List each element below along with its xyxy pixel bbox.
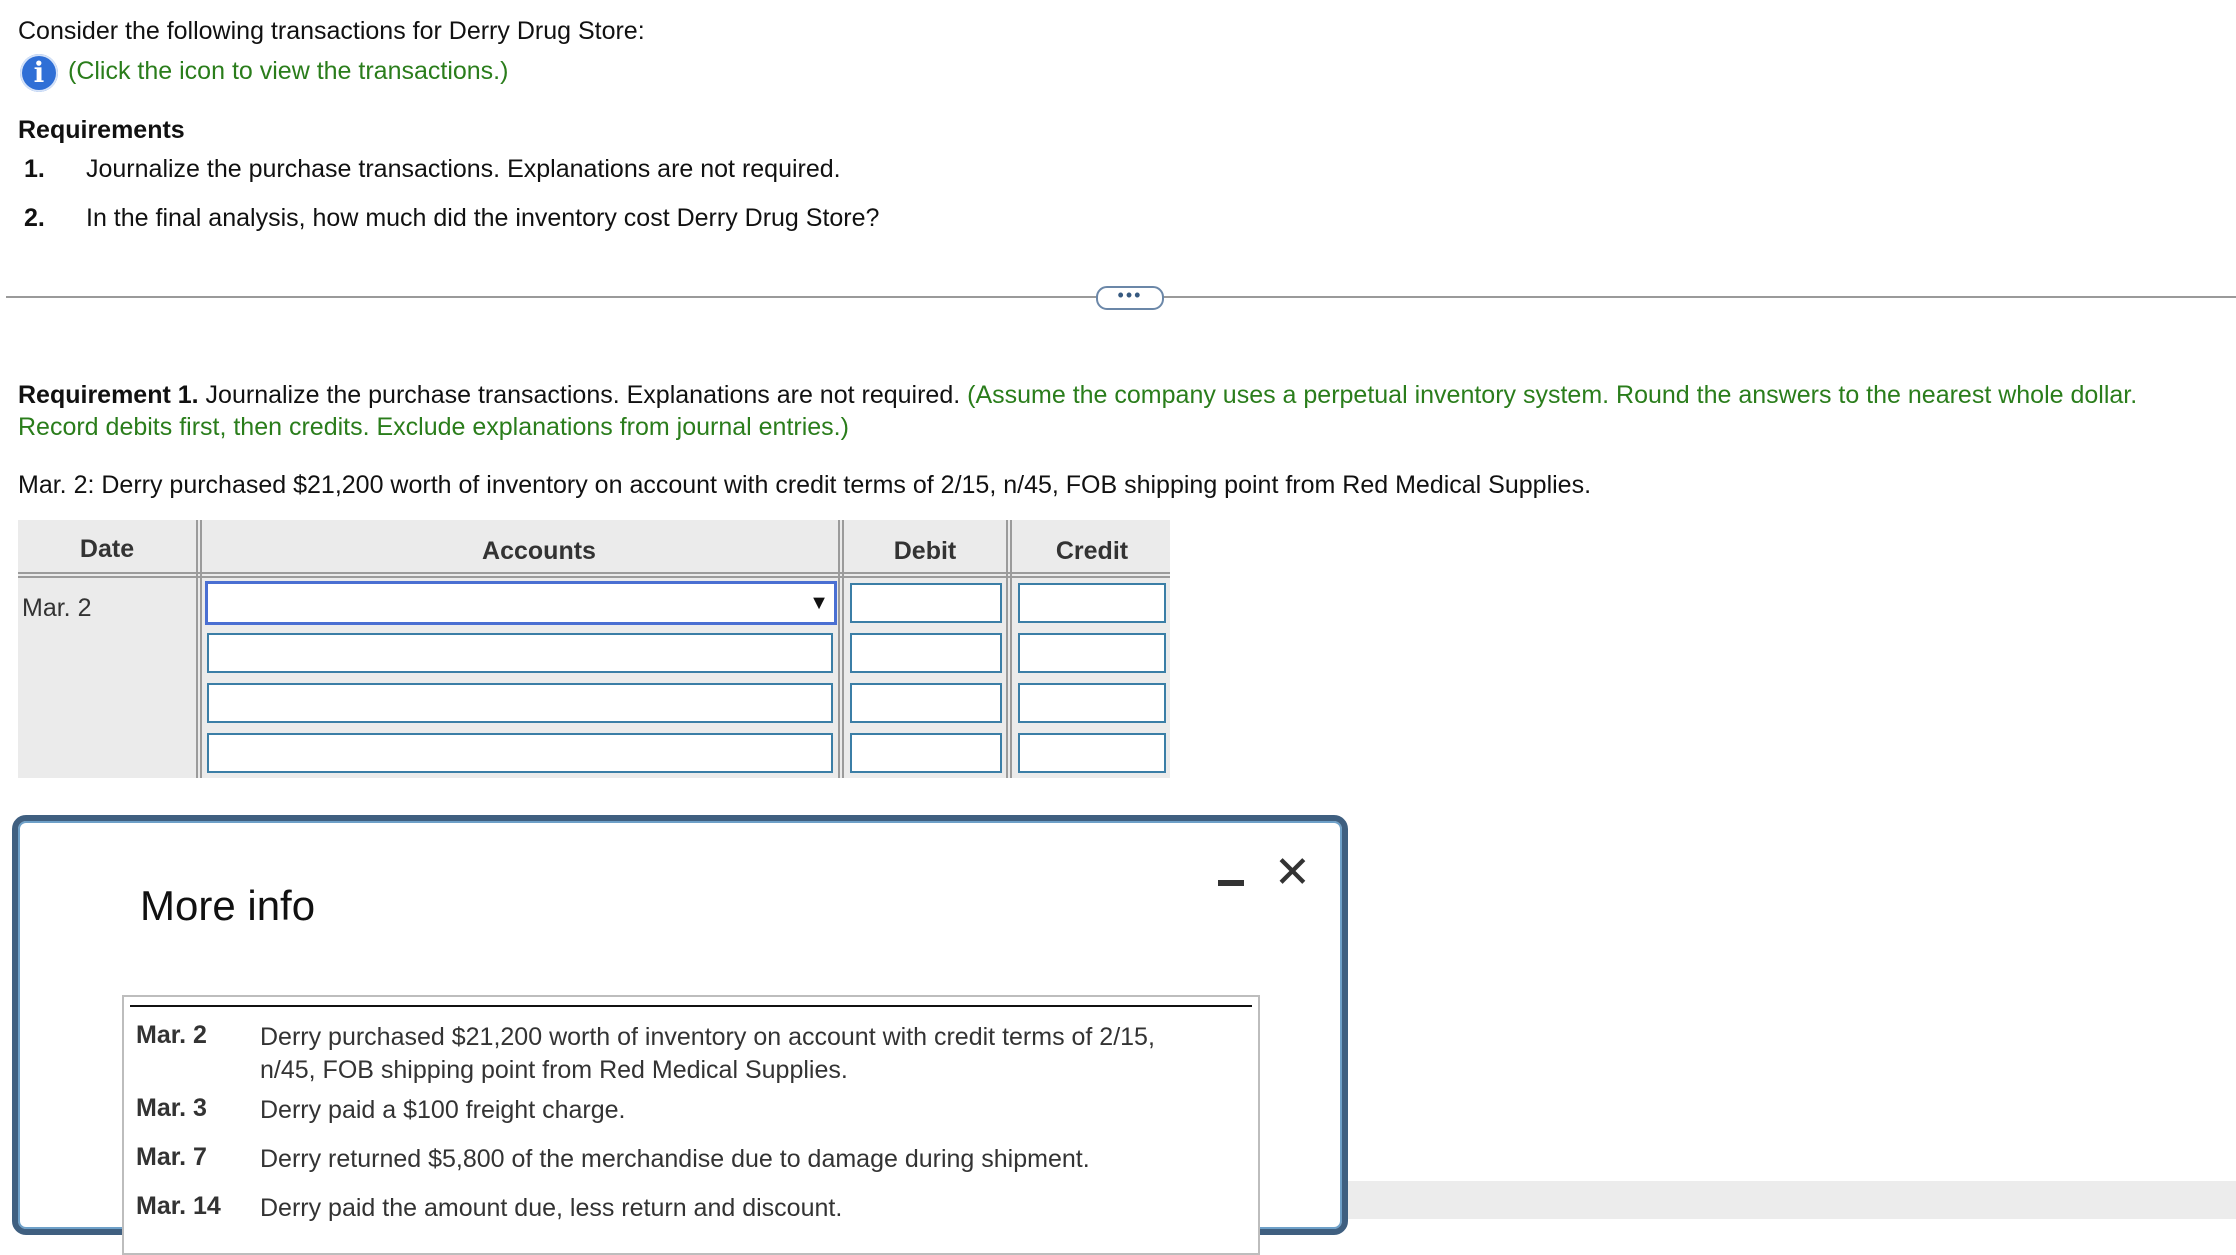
entry-date: Mar. 2 [22, 594, 92, 622]
debit-input-row-4[interactable] [850, 733, 1002, 773]
transaction-date: Mar. 2 [136, 1021, 207, 1049]
account-input-row-3[interactable] [207, 683, 833, 723]
transaction-description: Derry paid the amount due, less return and discount. [260, 1194, 843, 1222]
info-icon[interactable]: i [20, 54, 58, 92]
column-divider [842, 520, 844, 778]
debit-input-row-2[interactable] [850, 633, 1002, 673]
credit-input-row-1[interactable] [1018, 583, 1166, 623]
requirement-1-hint-line2: Record debits first, then credits. Exclude explanations from journal entries.) [18, 413, 849, 441]
table-top-rule [130, 1005, 1252, 1007]
transaction-date: Mar. 7 [136, 1143, 207, 1171]
close-icon[interactable]: ✕ [1274, 848, 1311, 897]
minimize-icon[interactable] [1218, 880, 1244, 886]
requirement-1-instructions [18, 380, 2137, 410]
transaction-prompt: Mar. 2: Derry purchased $21,200 worth of inventory on account with credit terms of 2/15, n/45, FOB shipping point from Red Medical Supplies. [18, 471, 1592, 499]
account-input-row-4[interactable] [207, 733, 833, 773]
debit-input-row-3[interactable] [850, 683, 1002, 723]
footer-bar [1344, 1181, 2236, 1219]
credit-header: Credit [1055, 537, 1129, 565]
date-header: Date [79, 535, 135, 563]
requirement-1-label: Requirement 1. [18, 381, 199, 409]
account-input-row-2[interactable] [207, 633, 833, 673]
dialog-title: More info [140, 882, 316, 929]
debit-input-row-1[interactable] [850, 583, 1002, 623]
transaction-description: Derry purchased $21,200 worth of inventory on account with credit terms of 2/15, [260, 1023, 1155, 1051]
transaction-date: Mar. 14 [136, 1192, 221, 1220]
transaction-description-cont: n/45, FOB shipping point from Red Medical Supplies. [260, 1056, 848, 1084]
header-divider [18, 572, 1170, 574]
credit-input-row-2[interactable] [1018, 633, 1166, 673]
column-divider [196, 520, 198, 778]
question-prompt: Consider the following transactions for Derry Drug Store: [18, 17, 645, 45]
journal-entry-table [18, 520, 1170, 778]
requirement-number-1: 1. [24, 155, 45, 183]
requirement-number-2: 2. [24, 204, 45, 232]
requirement-text-2: In the final analysis, how much did the inventory cost Derry Drug Store? [86, 204, 880, 232]
requirement-text-1: Journalize the purchase transactions. Explanations are not required. [86, 155, 841, 183]
expand-button[interactable]: ••• [1096, 286, 1164, 310]
header-divider-double [18, 576, 1170, 578]
more-info-dialog [12, 815, 1348, 1235]
requirement-1-text: Journalize the purchase transactions. Explanations are not required. [198, 381, 968, 409]
credit-input-row-4[interactable] [1018, 733, 1166, 773]
chevron-down-icon[interactable]: ▼ [809, 592, 829, 614]
transactions-table [122, 995, 1260, 1255]
transaction-description: Derry returned $5,800 of the merchandise due to damage during shipment. [260, 1145, 1090, 1173]
requirements-heading: Requirements [18, 116, 185, 144]
view-transactions-link[interactable]: (Click the icon to view the transactions.) [68, 57, 509, 85]
credit-input-row-3[interactable] [1018, 683, 1166, 723]
debit-header: Debit [893, 537, 957, 565]
account-select-row-1[interactable] [205, 581, 837, 625]
transaction-date: Mar. 3 [136, 1094, 207, 1122]
column-divider [1006, 520, 1008, 778]
column-divider [200, 520, 202, 778]
column-divider [1010, 520, 1012, 778]
column-divider [838, 520, 840, 778]
requirement-1-hint-line1: (Assume the company uses a perpetual inventory system. Round the answers to the nearest whole dollar. [967, 381, 2138, 409]
accounts-header: Accounts [482, 537, 596, 565]
transaction-description: Derry paid a $100 freight charge. [260, 1096, 626, 1124]
